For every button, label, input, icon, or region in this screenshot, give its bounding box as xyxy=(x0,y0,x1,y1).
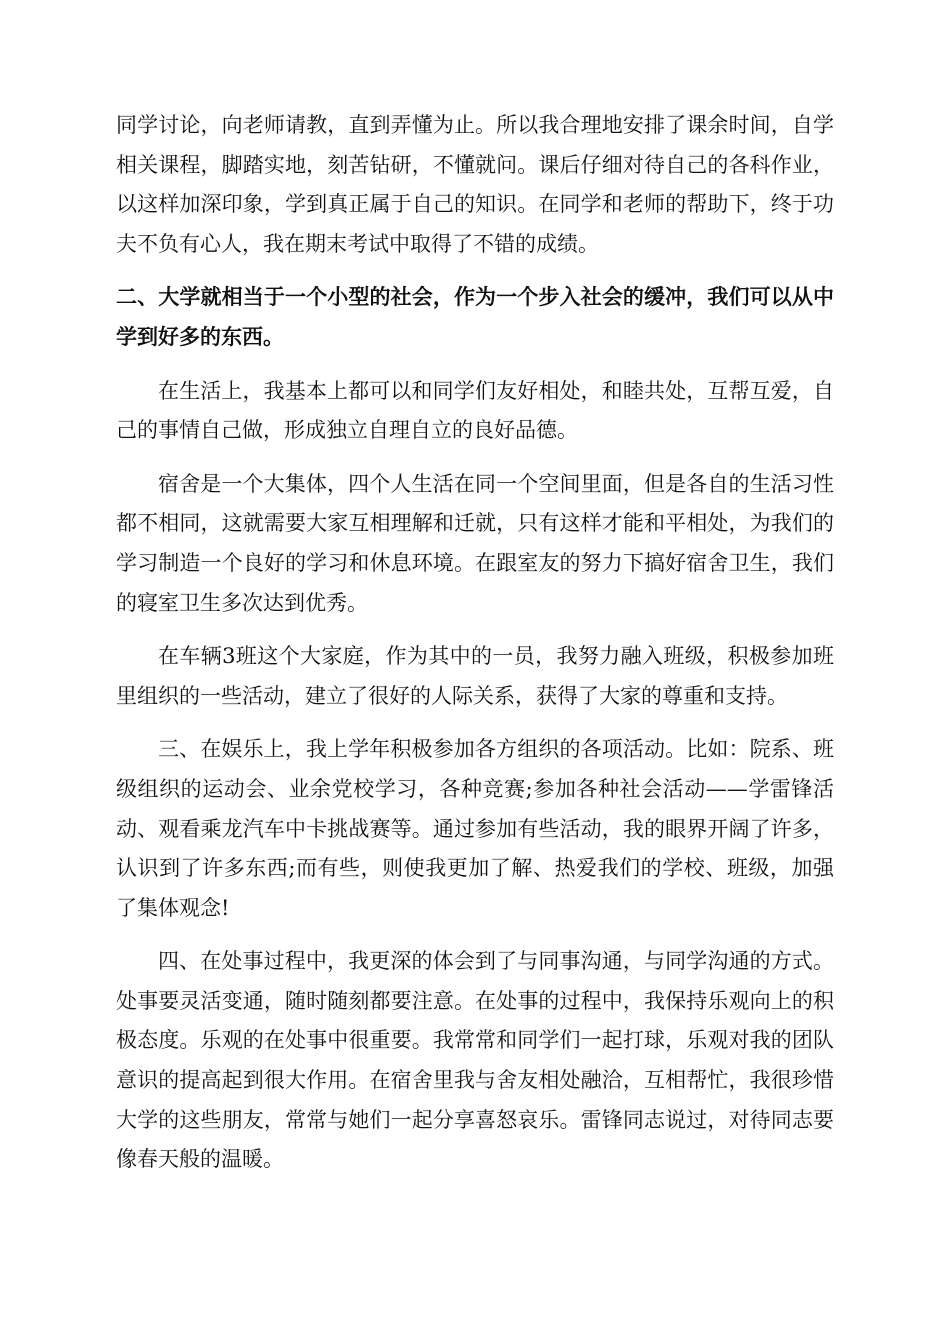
paragraph-conduct: 四、在处事过程中，我更深的体会到了与同事沟通，与同学沟通的方式。处事要灵活变通，随时随刻都要注意。在处事的过程中，我保持乐观向上的积极态度。乐观的在处事中很重要。我常常和同学们一起打球，乐观对我的团队意识的提高起到很大作用。在宿舍里我与舍友相处融洽，互相帮忙，我很珍惜大学的这些朋友，常常与她们一起分享喜怒哀乐。雷锋同志说过，对待同志要像春天般的温暖。 xyxy=(116,949,834,1172)
paragraph-study-continued: 同学讨论，向老师请教，直到弄懂为止。所以我合理地安排了课余时间，自学相关课程，脚踏实地，刻苦钻研，不懂就问。课后仔细对待自己的各科作业，以这样加深印象，学到真正属于自己的知识。在同学和老师的帮助下，终于功夫不负有心人，我在期末考试中取得了不错的成绩。 xyxy=(116,113,834,256)
paragraph-dormitory: 宿舍是一个大集体，四个人生活在同一个空间里面，但是各自的生活习性都不相同，这就需要大家互相理解和迁就，只有这样才能和平相处，为我们的学习制造一个良好的学习和休息环境。在跟室友的努力下搞好宿舍卫生，我们的寝室卫生多次达到优秀。 xyxy=(116,471,834,615)
section-heading-two: 二、大学就相当于一个小型的社会，作为一个步入社会的缓冲，我们可以从中学到好多的东西。 xyxy=(116,285,834,349)
paragraph-class: 在车辆3班这个大家庭，作为其中的一员，我努力融入班级，积极参加班里组织的一些活动，建立了很好的人际关系，获得了大家的尊重和支持。 xyxy=(116,644,834,708)
paragraph-daily-life: 在生活上，我基本上都可以和同学们友好相处，和睦共处，互帮互爱，自己的事情自己做，形成独立自理自立的良好品德。 xyxy=(116,378,834,443)
document-page xyxy=(116,106,834,1194)
paragraph-entertainment: 三、在娱乐上，我上学年积极参加各方组织的各项活动。比如：院系、班级组织的运动会、业余党校学习，各种竞赛;参加各种社会活动——学雷锋活动、观看乘龙汽车中卡挑战赛等。通过参加有些活动，我的眼界开阔了许多，认识到了许多东西;而有些，则使我更加了解、热爱我们的学校、班级，加强了集体观念! xyxy=(116,737,834,920)
